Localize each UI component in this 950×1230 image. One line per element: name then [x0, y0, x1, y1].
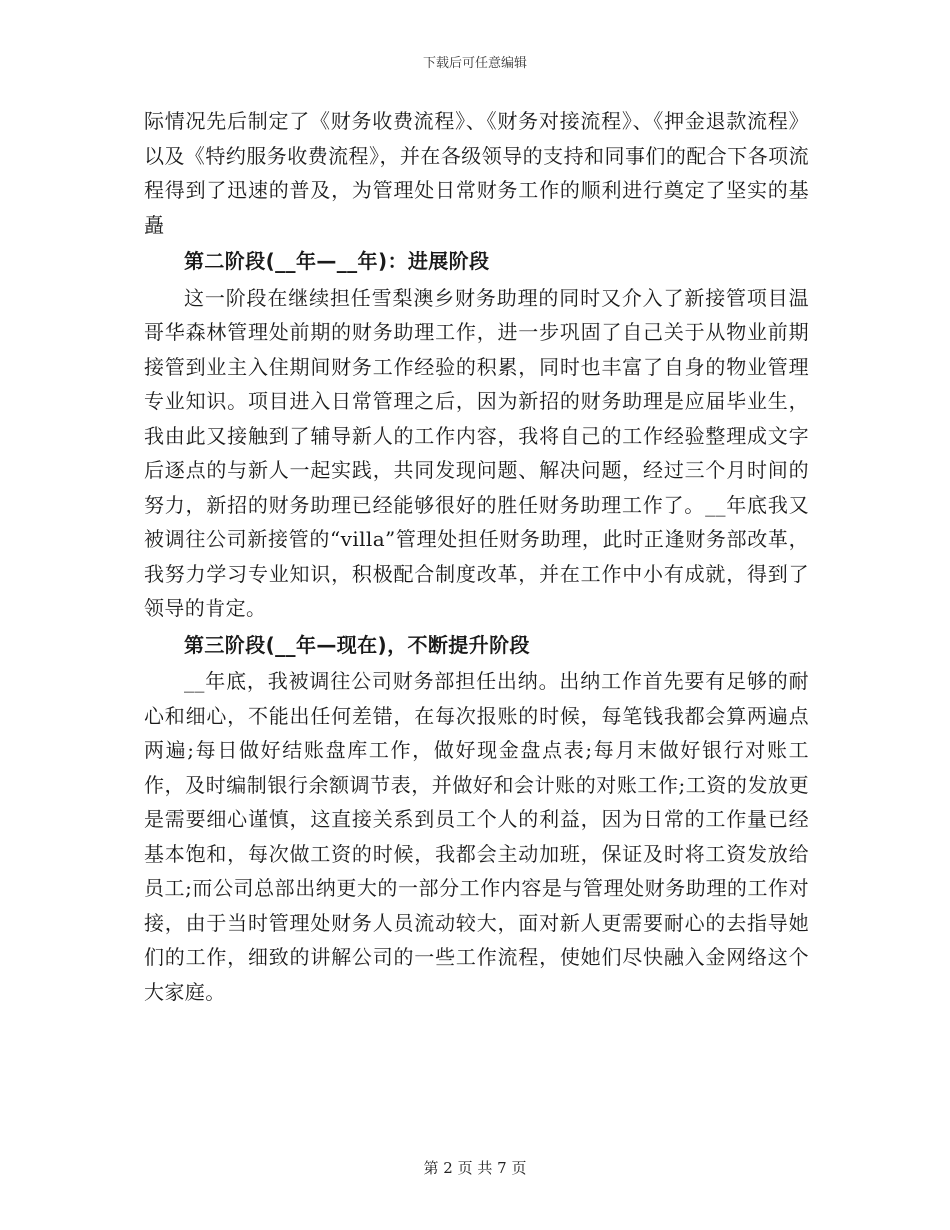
document-body	[144, 104, 809, 1009]
page-number-footer: 第 2 页 共 7 页	[423, 1159, 527, 1177]
section-heading-stage-two: 第二阶段(__年—__年)：进展阶段	[184, 249, 490, 273]
section-heading-stage-three: 第三阶段(__年—现在)，不断提升阶段	[184, 632, 530, 657]
page-header: 下载后可任意编辑	[422, 56, 527, 71]
paragraph-stage-two: 这一阶段在继续担任雪梨澳乡财务助理的同时又介入了新接管项目温哥华森林管理处前期的财务助理工作，进一步巩固了自己关于从物业前期接管到业主入住期间财务工作经验的积累，同时也丰富了自身的物业管理专业知识。项目进入日常管理之后，因为新招的财务助理是应届毕业生，我由此又接触到了辅导新人的工作内容，我将自己的工作经验整理成文字后逐点的与新人一起实践，共同发现问题、解决问题，经过三个月时间的努力，新招的财务助理已经能够很好的胜任财务助理工作了。__年底我又被调往公司新接管的“villa”管理处担任财务助理，此时正逢财务部改革，我努力学习专业知识，积极配合制度改革，并在工作中小有成就，得到了领导的肯定。	[144, 285, 809, 620]
paragraph-intro: 际情况先后制定了《财务收费流程》、《财务对接流程》、《押金退款流程》以及《特约服务收费流程》，并在各级领导的支持和同事们的配合下各项流程得到了迅速的普及，为管理处日常财务工作的顺利进行奠定了坚实的基矗	[144, 109, 809, 237]
paragraph-stage-three: __年底，我被调往公司财务部担任出纳。出纳工作首先要有足够的耐心和细心，不能出任何差错，在每次报账的时候，每笔钱我都会算两遍点两遍;每日做好结账盘库工作，做好现金盘点表;每月末做好银行对账工作，及时编制银行余额调节表，并做好和会计账的对账工作;工资的发放更是需要细心谨慎，这直接关系到员工个人的利益，因为日常的工作量已经基本饱和，每次做工资的时候，我都会主动加班，保证及时将工资发放给员工;而公司总部出纳更大的一部分工作内容是与管理处财务助理的工作对接，由于当时管理处财务人员流动较大，面对新人更需要耐心的去指导她们的工作，细致的讲解公司的一些工作流程，使她们尽快融入金网络这个大家庭。	[144, 669, 809, 1004]
